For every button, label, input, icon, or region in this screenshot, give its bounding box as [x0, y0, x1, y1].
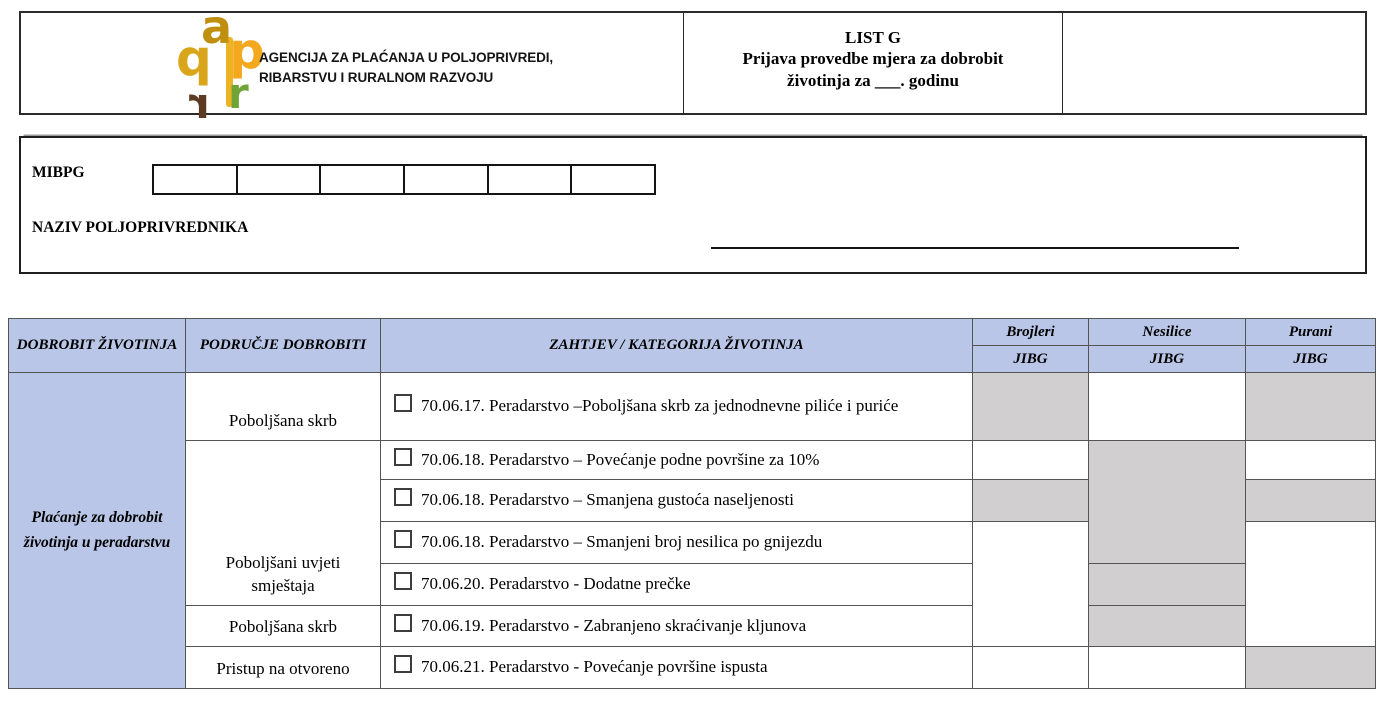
agency-name-line1: AGENCIJA ZA PLAĆANJA U POLJOPRIVREDI, [259, 50, 554, 65]
mibpg-input-boxes [152, 164, 656, 195]
jibg-cell-nesilice-r5 [1089, 564, 1246, 606]
requirement-checkbox[interactable] [394, 394, 412, 412]
requirement-cell [381, 441, 973, 480]
jibg-cell-brojleri-r2[interactable] [973, 441, 1089, 480]
mibpg-box[interactable] [487, 166, 571, 193]
requirement-cell [381, 647, 973, 689]
area-cell-poboljsana-skrb-2: Poboljšana skrb [186, 606, 381, 647]
mibpg-label: MIBPG [32, 164, 85, 181]
table-row [9, 647, 1376, 689]
requirement-cell [381, 522, 973, 564]
logo-letter-r-brown [189, 83, 210, 125]
requirement-label: 70.06.21. Peradarstvo - Povećanje površine ispusta [421, 657, 768, 677]
requirement-cell [381, 564, 973, 606]
jibg-cell-purani-r1 [1246, 373, 1376, 441]
requirement-label: 70.06.20. Peradarstvo - Dodatne prečke [421, 574, 691, 594]
header-empty-cell [1063, 13, 1365, 113]
form-title-line2: životinja za ___. godinu [787, 71, 959, 91]
mibpg-box[interactable] [236, 166, 320, 193]
requirement-label: 70.06.18. Peradarstvo – Povećanje podne površine za 10% [421, 449, 820, 469]
requirement-cell [381, 606, 973, 647]
jibg-cell-brojleri-r4-6[interactable] [973, 522, 1089, 647]
jibg-cell-purani-r7 [1246, 647, 1376, 689]
jibg-cell-purani-r4-6[interactable] [1246, 522, 1376, 647]
table-row [9, 441, 1376, 480]
area-cell-poboljsani-uvjeti: Poboljšani uvjeti smještaja [186, 441, 381, 606]
requirement-checkbox[interactable] [394, 655, 412, 673]
requirement-checkbox[interactable] [394, 614, 412, 632]
requirement-label: 70.06.19. Peradarstvo - Zabranjeno skraćivanje kljunova [421, 615, 807, 635]
jibg-cell-brojleri-r1 [973, 373, 1089, 441]
requirement-label: 70.06.18. Peradarstvo – Smanjena gustoća naseljenosti [421, 490, 794, 510]
area-cell-poboljsana-skrb-1: Poboljšana skrb [186, 373, 381, 441]
form-code: LIST G [845, 28, 901, 47]
jibg-cell-purani-r2[interactable] [1246, 441, 1376, 480]
table-row [9, 606, 1376, 647]
col-header-purani: Purani [1246, 319, 1376, 346]
mibpg-box[interactable] [154, 166, 236, 193]
col-header-welfare: DOBROBIT ŽIVOTINJA [9, 319, 186, 373]
col-header-requirement: ZAHTJEV / KATEGORIJA ŽIVOTINJA [381, 319, 973, 373]
col-subheader-jibg-nesilice: JIBG [1089, 346, 1246, 373]
mibpg-box[interactable] [319, 166, 403, 193]
jibg-cell-nesilice-r1[interactable] [1089, 373, 1246, 441]
form-title-cell [683, 13, 1063, 113]
requirement-checkbox[interactable] [394, 448, 412, 466]
agency-header-cell [21, 13, 683, 113]
jibg-cell-nesilice-r7[interactable] [1089, 647, 1246, 689]
agency-name [259, 48, 553, 87]
requirement-checkbox[interactable] [394, 530, 412, 548]
area-cell-pristup-na-otvoreno: Pristup na otvoreno [186, 647, 381, 689]
col-header-brojleri: Brojleri [973, 319, 1089, 346]
measure-group-cell: Plaćanje za dobrobit životinja u peradarstvu [9, 373, 186, 689]
requirement-checkbox[interactable] [394, 488, 412, 506]
requirement-label: 70.06.17. Peradarstvo –Poboljšana skrb za jednodnevne piliće i puriće [421, 396, 899, 416]
col-subheader-jibg-purani: JIBG [1246, 346, 1376, 373]
farmer-name-line[interactable] [711, 247, 1239, 249]
form-title-line1: Prijava provedbe mjera za dobrobit [742, 49, 1004, 68]
farm-info-box [19, 136, 1367, 274]
jibg-cell-nesilice-r6 [1089, 606, 1246, 647]
requirement-checkbox[interactable] [394, 572, 412, 590]
farmer-name-label: NAZIV POLJOPRIVREDNIKA [32, 219, 249, 236]
col-subheader-jibg-brojleri: JIBG [973, 346, 1089, 373]
jibg-cell-nesilice-r2-4 [1089, 441, 1246, 564]
table-row [9, 373, 1376, 441]
logo-letter-a [201, 4, 232, 50]
logo-letter-r-green [228, 73, 249, 115]
jibg-cell-purani-r3 [1246, 480, 1376, 522]
jibg-cell-brojleri-r3 [973, 480, 1089, 522]
col-header-nesilice: Nesilice [1089, 319, 1246, 346]
jibg-cell-brojleri-r7[interactable] [973, 647, 1089, 689]
mibpg-box[interactable] [403, 166, 487, 193]
mibpg-box[interactable] [570, 166, 654, 193]
requirement-cell [381, 373, 973, 441]
requirement-cell [381, 480, 973, 522]
agency-name-line2: RIBARSTVU I RURALNOM RAZVOJU [259, 69, 494, 85]
requirement-label: 70.06.18. Peradarstvo – Smanjeni broj nesilica po gnijezdu [421, 532, 823, 552]
col-header-area: PODRUČJE DOBROBITI [186, 319, 381, 373]
form-header [19, 11, 1367, 115]
welfare-measures-table [8, 318, 1376, 689]
